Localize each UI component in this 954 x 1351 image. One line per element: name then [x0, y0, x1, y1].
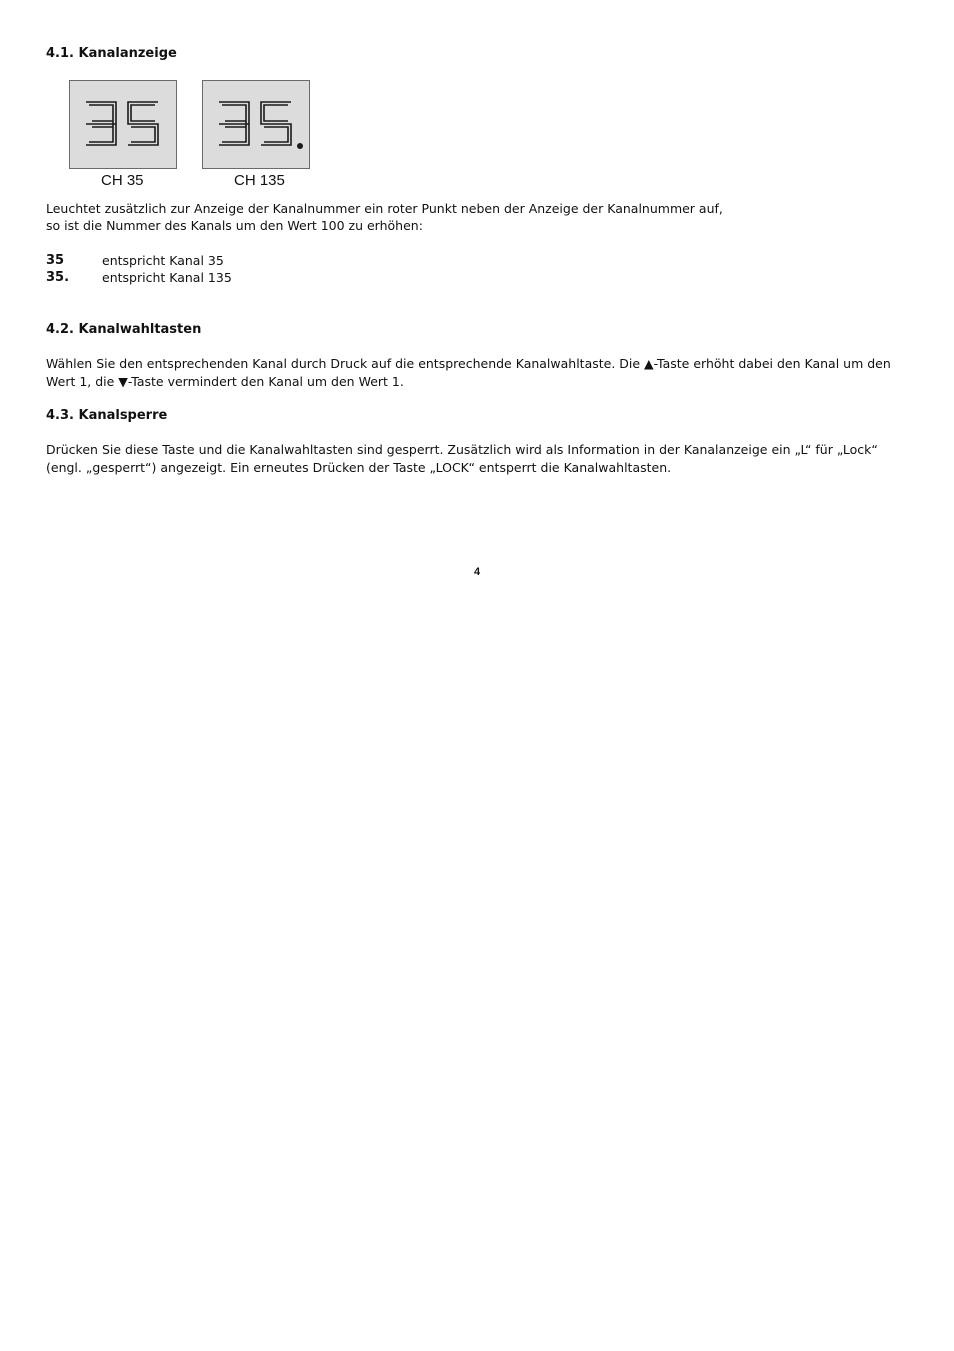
seven-segment-digits-35-dot [203, 81, 311, 170]
example-code-35-dot: 35. [46, 270, 70, 285]
seven-segment-digits-35 [70, 81, 178, 170]
channel-display-35 [69, 80, 177, 169]
display-paragraph-line2: so ist die Nummer des Kanals um den Wert 100 zu erhöhen: [46, 218, 423, 233]
display-caption-ch135: CH 135 [234, 172, 285, 189]
display-caption-ch35: CH 35 [101, 172, 144, 189]
lock-paragraph-line2: (engl. „gesperrt“) angezeigt. Ein erneutes Drücken der Taste „LOCK“ entsperrt die Kanalwahltasten. [46, 460, 672, 475]
decimal-point-dot [297, 143, 303, 149]
page-number: 4 [473, 566, 481, 578]
example-code-35: 35 [46, 253, 65, 268]
lock-paragraph-line1: Drücken Sie diese Taste und die Kanalwahltasten sind gesperrt. Zusätzlich wird als Information in der Kanalanzeige ein „L“ für „Lock“ [46, 442, 878, 457]
example-text-135: entspricht Kanal 135 [102, 270, 232, 285]
keys-paragraph-line2: Wert 1, die ▼-Taste vermindert den Kanal um den Wert 1. [46, 374, 404, 389]
channel-display-135 [202, 80, 310, 169]
section-heading-kanalanzeige: 4.1. Kanalanzeige [46, 46, 177, 61]
section-heading-kanalsperre: 4.3. Kanalsperre [46, 408, 168, 423]
example-text-35: entspricht Kanal 35 [102, 253, 224, 268]
section-heading-kanalwahltasten: 4.2. Kanalwahltasten [46, 322, 202, 337]
display-paragraph-line1: Leuchtet zusätzlich zur Anzeige der Kanalnummer ein roter Punkt neben der Anzeige der Kanalnummer auf, [46, 201, 723, 216]
keys-paragraph-line1: Wählen Sie den entsprechenden Kanal durch Druck auf die entsprechende Kanalwahltaste. Die ▲-Taste erhöht dabei den Kanal um den [46, 356, 891, 371]
